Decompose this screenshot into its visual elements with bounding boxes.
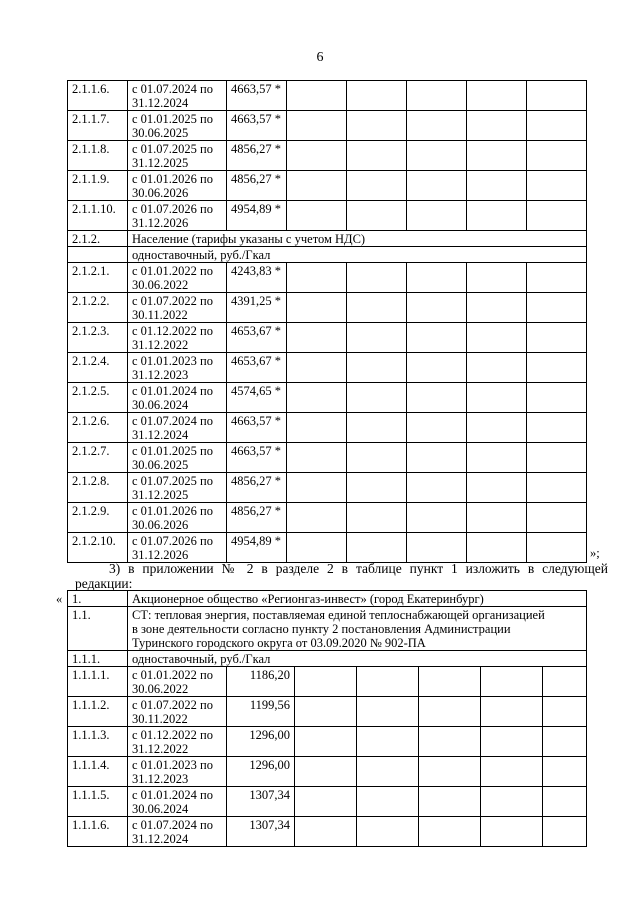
period-line: 30.06.2024 [132, 398, 189, 412]
period-line: с 01.01.2026 по [132, 504, 213, 518]
empty-cell [295, 697, 357, 727]
st-line: Туринского городского округа от 03.09.2020 № 902-ПА [132, 636, 426, 650]
empty-cell [287, 443, 347, 473]
empty-cell [347, 503, 407, 533]
period-line: 31.12.2022 [132, 338, 189, 352]
empty-cell [481, 817, 543, 847]
empty-cell [68, 247, 128, 263]
st-line: в зоне деятельности согласно пункту 2 постановления Администрации [132, 622, 511, 636]
empty-cell [407, 353, 467, 383]
tariff-value: 4574,65 * [227, 383, 287, 413]
empty-cell [467, 473, 527, 503]
table-row [68, 171, 587, 201]
table-row [68, 533, 587, 563]
empty-cell [287, 533, 347, 563]
empty-cell [347, 473, 407, 503]
empty-cell [467, 171, 527, 201]
section-number: 2.1.2. [68, 231, 128, 247]
empty-cell [347, 111, 407, 141]
period-cell [128, 353, 227, 383]
period-cell [128, 201, 227, 231]
period-line: 31.12.2024 [132, 96, 189, 110]
period-line: 31.12.2026 [132, 548, 189, 562]
empty-cell [295, 817, 357, 847]
period-line: с 01.01.2024 по [132, 788, 213, 802]
empty-cell [527, 473, 587, 503]
table-row [68, 141, 587, 171]
period-line: 31.12.2024 [132, 832, 189, 846]
table-row [68, 201, 587, 231]
empty-cell [287, 141, 347, 171]
row-number: 2.1.1.7. [68, 111, 128, 141]
period-line: с 01.07.2022 по [132, 698, 213, 712]
empty-cell [419, 727, 481, 757]
period-line: 30.06.2022 [132, 278, 189, 292]
empty-cell [467, 293, 527, 323]
period-cell [128, 413, 227, 443]
table-row [68, 667, 587, 697]
period-line: с 01.07.2025 по [132, 474, 213, 488]
tariff-value: 4856,27 * [227, 171, 287, 201]
period-cell [128, 473, 227, 503]
period-cell [128, 697, 227, 727]
empty-cell [467, 111, 527, 141]
empty-cell [407, 413, 467, 443]
period-line: 31.12.2026 [132, 216, 189, 230]
empty-cell [407, 111, 467, 141]
empty-cell [407, 201, 467, 231]
period-line: с 01.07.2024 по [132, 818, 213, 832]
table-row [68, 353, 587, 383]
period-cell [128, 81, 227, 111]
tariff-value: 4653,67 * [227, 323, 287, 353]
empty-cell [347, 353, 407, 383]
period-line: 31.12.2025 [132, 488, 189, 502]
period-line: 31.12.2023 [132, 772, 189, 786]
table-row [68, 263, 587, 293]
empty-cell [357, 727, 419, 757]
empty-cell [543, 787, 587, 817]
empty-cell [287, 323, 347, 353]
tariff-value: 4653,67 * [227, 353, 287, 383]
empty-cell [467, 443, 527, 473]
period-line: с 01.01.2024 по [132, 384, 213, 398]
period-line: с 01.01.2023 по [132, 354, 213, 368]
period-line: 30.06.2025 [132, 458, 189, 472]
empty-cell [287, 171, 347, 201]
empty-cell [287, 81, 347, 111]
empty-cell [543, 697, 587, 727]
empty-cell [419, 757, 481, 787]
period-line: 30.11.2022 [132, 308, 188, 322]
period-line: с 01.07.2026 по [132, 534, 213, 548]
tariff-value: 4663,57 * [227, 413, 287, 443]
empty-cell [407, 263, 467, 293]
empty-cell [481, 727, 543, 757]
empty-cell [357, 787, 419, 817]
period-cell [128, 323, 227, 353]
tariff-value: 4391,25 * [227, 293, 287, 323]
row-number: 1.1.1.1. [68, 667, 128, 697]
org-name: Акционерное общество «Регионгаз-инвест» (город Екатеринбург) [128, 591, 587, 607]
period-line: с 01.12.2022 по [132, 728, 213, 742]
period-line: 31.12.2023 [132, 368, 189, 382]
section-title: Население (тарифы указаны с учетом НДС) [128, 231, 587, 247]
period-line: с 01.01.2022 по [132, 264, 213, 278]
row-number: 2.1.2.2. [68, 293, 128, 323]
period-line: с 01.07.2022 по [132, 294, 213, 308]
amendment-paragraph [75, 561, 608, 591]
empty-cell [467, 383, 527, 413]
sub-title: одноставочный, руб./Гкал [128, 651, 587, 667]
empty-cell [543, 727, 587, 757]
empty-cell [407, 293, 467, 323]
empty-cell [467, 81, 527, 111]
empty-cell [527, 263, 587, 293]
empty-cell [287, 263, 347, 293]
period-cell [128, 293, 227, 323]
empty-cell [295, 787, 357, 817]
empty-cell [527, 323, 587, 353]
empty-cell [287, 353, 347, 383]
empty-cell [481, 757, 543, 787]
tariff-value: 1307,34 [227, 817, 295, 847]
tariff-value: 1296,00 [227, 757, 295, 787]
table-row [68, 443, 587, 473]
empty-cell [357, 697, 419, 727]
empty-cell [407, 503, 467, 533]
table-row [68, 787, 587, 817]
period-line: 30.06.2026 [132, 186, 189, 200]
period-line: с 01.12.2022 по [132, 324, 213, 338]
tariff-value: 4954,89 * [227, 533, 287, 563]
period-line: 30.06.2025 [132, 126, 189, 140]
empty-cell [543, 817, 587, 847]
row-number: 2.1.1.9. [68, 171, 128, 201]
period-line: с 01.07.2024 по [132, 414, 213, 428]
empty-cell [407, 171, 467, 201]
period-cell [128, 787, 227, 817]
empty-cell [527, 533, 587, 563]
period-line: с 01.01.2022 по [132, 668, 213, 682]
empty-cell [287, 201, 347, 231]
row-number: 1.1.1.2. [68, 697, 128, 727]
sub-number: 1.1.1. [68, 651, 128, 667]
tariff-value: 1186,20 [227, 667, 295, 697]
st-line: СТ: тепловая энергия, поставляемая единой теплоснабжающей организацией [132, 608, 545, 622]
st-number: 1.1. [68, 607, 128, 651]
table-row [68, 473, 587, 503]
empty-cell [527, 81, 587, 111]
row-number: 2.1.2.4. [68, 353, 128, 383]
empty-cell [287, 503, 347, 533]
empty-cell [287, 473, 347, 503]
empty-cell [347, 201, 407, 231]
period-cell [128, 757, 227, 787]
row-number: 1.1.1.3. [68, 727, 128, 757]
opening-quote-mark: « [56, 592, 63, 606]
paragraph-line-2: редакции: [75, 576, 133, 591]
row-number: 1.1.1.5. [68, 787, 128, 817]
empty-cell [419, 817, 481, 847]
empty-cell [467, 201, 527, 231]
tariff-value: 4856,27 * [227, 473, 287, 503]
period-line: с 01.07.2026 по [132, 202, 213, 216]
empty-cell [287, 413, 347, 443]
period-cell [128, 383, 227, 413]
row-number: 2.1.2.5. [68, 383, 128, 413]
empty-cell [467, 141, 527, 171]
period-line: 30.11.2022 [132, 712, 188, 726]
empty-cell [357, 817, 419, 847]
empty-cell [407, 473, 467, 503]
row-number: 2.1.1.8. [68, 141, 128, 171]
empty-cell [357, 757, 419, 787]
page-number: 6 [316, 50, 324, 65]
empty-cell [419, 787, 481, 817]
paragraph-line-1: 3) в приложении № 2 в разделе 2 в таблице пункт 1 изложить в следующей [109, 561, 608, 576]
tariff-value: 4243,83 * [227, 263, 287, 293]
period-cell [128, 443, 227, 473]
period-line: 30.06.2024 [132, 802, 189, 816]
empty-cell [407, 141, 467, 171]
period-cell [128, 141, 227, 171]
period-cell [128, 111, 227, 141]
row-number: 2.1.1.10. [68, 201, 128, 231]
empty-cell [543, 667, 587, 697]
empty-cell [527, 353, 587, 383]
empty-cell [407, 533, 467, 563]
empty-cell [419, 667, 481, 697]
empty-cell [347, 533, 407, 563]
empty-cell [347, 383, 407, 413]
table-row [68, 503, 587, 533]
period-line: с 01.01.2025 по [132, 112, 213, 126]
empty-cell [527, 383, 587, 413]
tariff-value: 1296,00 [227, 727, 295, 757]
row-number: 1.1.1.4. [68, 757, 128, 787]
empty-cell [481, 787, 543, 817]
period-cell [128, 667, 227, 697]
empty-cell [467, 263, 527, 293]
row-number: 2.1.1.6. [68, 81, 128, 111]
empty-cell [407, 323, 467, 353]
tariff-value: 4663,57 * [227, 81, 287, 111]
empty-cell [347, 81, 407, 111]
empty-cell [419, 697, 481, 727]
empty-cell [347, 263, 407, 293]
empty-cell [347, 323, 407, 353]
empty-cell [287, 111, 347, 141]
period-line: 31.12.2024 [132, 428, 189, 442]
table-row [68, 413, 587, 443]
table-row [68, 293, 587, 323]
empty-cell [467, 353, 527, 383]
row-number: 2.1.2.8. [68, 473, 128, 503]
section-subtitle: одноставочный, руб./Гкал [128, 247, 587, 263]
row-number: 2.1.2.10. [68, 533, 128, 563]
row-number: 2.1.2.6. [68, 413, 128, 443]
empty-cell [467, 533, 527, 563]
tariff-value: 4663,57 * [227, 111, 287, 141]
period-line: с 01.01.2025 по [132, 444, 213, 458]
empty-cell [357, 667, 419, 697]
empty-cell [527, 111, 587, 141]
empty-cell [347, 141, 407, 171]
empty-cell [481, 697, 543, 727]
empty-cell [527, 443, 587, 473]
empty-cell [347, 293, 407, 323]
empty-cell [527, 503, 587, 533]
empty-cell [527, 171, 587, 201]
tariff-value: 4954,89 * [227, 201, 287, 231]
tariff-table-part1 [67, 80, 587, 563]
org-number: 1. [68, 591, 128, 607]
empty-cell [347, 171, 407, 201]
tariff-value: 1199,56 [227, 697, 295, 727]
empty-cell [407, 443, 467, 473]
period-line: 30.06.2026 [132, 518, 189, 532]
empty-cell [295, 727, 357, 757]
empty-cell [287, 383, 347, 413]
row-number: 2.1.2.3. [68, 323, 128, 353]
period-line: 31.12.2022 [132, 742, 189, 756]
row-number: 2.1.2.1. [68, 263, 128, 293]
row-number: 2.1.2.9. [68, 503, 128, 533]
table-row [68, 757, 587, 787]
period-line: с 01.01.2026 по [132, 172, 213, 186]
period-cell [128, 263, 227, 293]
period-cell [128, 503, 227, 533]
empty-cell [543, 757, 587, 787]
empty-cell [407, 383, 467, 413]
empty-cell [287, 293, 347, 323]
empty-cell [407, 81, 467, 111]
empty-cell [467, 413, 527, 443]
table-row [68, 81, 587, 111]
period-cell [128, 171, 227, 201]
table-row [68, 817, 587, 847]
period-line: с 01.01.2023 по [132, 758, 213, 772]
tariff-value: 1307,34 [227, 787, 295, 817]
table-row [68, 111, 587, 141]
empty-cell [527, 201, 587, 231]
table-row [68, 727, 587, 757]
st-description [128, 607, 587, 651]
period-cell [128, 533, 227, 563]
row-number: 2.1.2.7. [68, 443, 128, 473]
period-cell [128, 817, 227, 847]
tariff-value: 4856,27 * [227, 141, 287, 171]
tariff-table-part2 [67, 590, 587, 847]
period-line: с 01.07.2024 по [132, 82, 213, 96]
empty-cell [467, 323, 527, 353]
closing-quote-mark: »; [590, 546, 600, 560]
row-number: 1.1.1.6. [68, 817, 128, 847]
period-line: 31.12.2025 [132, 156, 189, 170]
table-row [68, 697, 587, 727]
tariff-value: 4663,57 * [227, 443, 287, 473]
empty-cell [527, 141, 587, 171]
empty-cell [527, 413, 587, 443]
empty-cell [527, 293, 587, 323]
period-line: 30.06.2022 [132, 682, 189, 696]
empty-cell [295, 757, 357, 787]
table-row [68, 323, 587, 353]
tariff-value: 4856,27 * [227, 503, 287, 533]
empty-cell [295, 667, 357, 697]
period-cell [128, 727, 227, 757]
table-row [68, 383, 587, 413]
empty-cell [347, 443, 407, 473]
empty-cell [467, 503, 527, 533]
empty-cell [481, 667, 543, 697]
empty-cell [347, 413, 407, 443]
period-line: с 01.07.2025 по [132, 142, 213, 156]
